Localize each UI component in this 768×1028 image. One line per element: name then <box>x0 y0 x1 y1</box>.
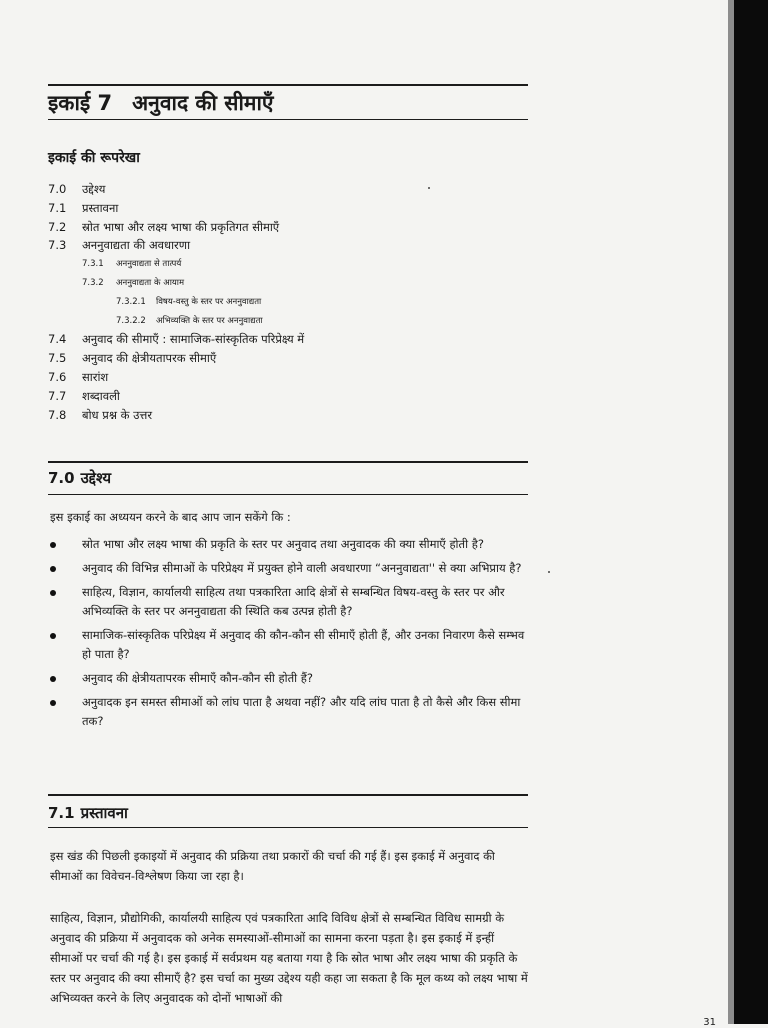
objective-text: अनुवादक इन समस्त सीमाओं को लांघ पाता है अथवा नहीं? और यदि लांघ पाता है तो कैसे और किस सीमा तक? <box>82 695 521 728</box>
objective-item <box>50 693 530 731</box>
objective-item <box>50 559 530 578</box>
outline-item-text: अनुवाद की सीमाएँ : सामाजिक-सांस्कृतिक परिप्रेक्ष्य में <box>82 332 305 347</box>
outline-item <box>48 406 528 425</box>
outline-item-text: अननुवाद्यता से तात्पर्य <box>116 259 182 270</box>
section-71-bottom-rule <box>48 827 528 828</box>
section-71-number: 7.1 <box>48 804 75 822</box>
outline-item-number: 7.3.2 <box>82 277 104 288</box>
outline-item-number: 7.6 <box>48 369 67 384</box>
outline-item-text: अभिव्यक्ति के स्तर पर अननुवाद्यता <box>156 315 263 326</box>
outline-item-text: शब्दावली <box>82 388 120 403</box>
outline-item-text: विषय-वस्तु के स्तर पर अननुवाद्यता <box>156 296 262 307</box>
bullet-icon <box>50 542 56 548</box>
outline-item-text: उद्देश्य <box>82 182 106 196</box>
outline-item <box>48 368 528 387</box>
section-70-intro: इस इकाई का अध्ययन करने के बाद आप जान सकेंगे कि : <box>50 510 291 524</box>
objective-text: अनुवाद की क्षेत्रीयतापरक सीमाएँ कौन-कौन सी होती हैं? <box>82 671 313 685</box>
outline-item <box>48 293 528 312</box>
objective-item <box>50 583 530 621</box>
objective-text: सामाजिक-सांस्कृतिक परिप्रेक्ष्य में अनुवाद की कौन-कौन सी सीमाएँ होती हैं, और उनका निवारण कैसे सम्भव हो पाता है? <box>82 628 525 661</box>
objective-text: स्रोत भाषा और लक्ष्य भाषा की प्रकृति के स्तर पर अनुवाद तथा अनुवादक की क्या सीमाएँ होती है? <box>82 537 484 551</box>
section-70-number: 7.0 <box>48 469 75 487</box>
outline-item-number: 7.3.2.1 <box>116 296 146 307</box>
outline-item <box>48 274 528 293</box>
bullet-icon <box>50 700 56 706</box>
objective-text: साहित्य, विज्ञान, कार्यालयी साहित्य तथा पत्रकारिता आदि क्षेत्रों से सम्बन्धित विषय-वस्तु के स्तर पर और अभिव्यक्ति के स्तर पर अननुवाद्यता की स्थिति कब उत्पन्न होती है? <box>82 585 505 618</box>
objectives-list <box>50 535 530 736</box>
outline-item <box>48 199 528 218</box>
outline-item <box>48 218 528 237</box>
unit-title: अनुवाद की सीमाएँ <box>132 91 274 115</box>
outline-heading: इकाई की रूपरेखा <box>48 150 140 166</box>
section-70-title: उद्देश्य <box>80 469 112 487</box>
objective-item <box>50 535 530 554</box>
outline-item-number: 7.7 <box>48 388 67 403</box>
outline-item-number: 7.3 <box>48 238 67 253</box>
outline-item-number: 7.1 <box>48 200 67 215</box>
outline-item-number: 7.5 <box>48 351 67 366</box>
scan-speck <box>428 187 430 189</box>
outline-item <box>48 330 528 349</box>
bullet-icon <box>50 676 56 682</box>
section-70-bottom-rule <box>48 494 528 495</box>
outline-item-number: 7.2 <box>48 219 67 234</box>
outline-item <box>48 180 528 199</box>
section-71-title: प्रस्तावना <box>80 804 128 822</box>
intro-paragraph-1: इस खंड की पिछली इकाइयों में अनुवाद की प्रक्रिया तथा प्रकारों की चर्चा की गई हैं। इस इकाई में अनुवाद की सीमाओं का विवेचन-विश्लेषण किया जा रहा है। <box>50 849 495 883</box>
scan-edge-border <box>734 0 768 1024</box>
outline-item <box>48 312 528 331</box>
top-rule <box>48 84 528 86</box>
section-71-heading <box>48 803 128 823</box>
scan-speck <box>548 571 550 573</box>
outline-item-text: अनुवाद की क्षेत्रीयतापरक सीमाएँ <box>82 351 217 366</box>
outline-item <box>48 349 528 368</box>
outline-item-text: प्रस्तावना <box>82 200 119 215</box>
objective-item <box>50 626 530 664</box>
outline-list <box>48 180 528 424</box>
outline-item-text: सारांश <box>82 369 109 384</box>
outline-item-number: 7.0 <box>48 182 67 196</box>
section-70-heading <box>48 468 111 488</box>
outline-item-text: अननुवाद्यता की अवधारणा <box>82 238 191 253</box>
outline-item-text: बोध प्रश्न के उत्तर <box>82 407 153 422</box>
outline-item <box>48 387 528 406</box>
section-70-top-rule <box>48 461 528 463</box>
unit-heading <box>48 89 274 117</box>
unit-number: इकाई 7 <box>48 91 113 115</box>
objective-text: अनुवाद की विभिन्न सीमाओं के परिप्रेक्ष्य में प्रयुक्त होने वाली अवधारणा “अननुवाद्यता'' से क्या अभिप्राय है? <box>82 561 522 575</box>
outline-item-number: 7.4 <box>48 332 67 347</box>
outline-item-number: 7.3.2.2 <box>116 315 146 326</box>
page-number: 31 <box>703 1017 716 1028</box>
title-underline <box>48 119 528 120</box>
objective-item <box>50 669 530 688</box>
outline-item-text: स्रोत भाषा और लक्ष्य भाषा की प्रकृतिगत सीमाएँ <box>82 219 280 234</box>
outline-item <box>48 236 528 255</box>
outline-item-number: 7.8 <box>48 407 67 422</box>
outline-item <box>48 255 528 274</box>
outline-item-number: 7.3.1 <box>82 259 104 270</box>
bullet-icon <box>50 566 56 572</box>
intro-paragraph-2: साहित्य, विज्ञान, प्रौद्योगिकी, कार्यालयी साहित्य एवं पत्रकारिता आदि विविध क्षेत्रों से सम्बन्धित विविध सामग्री के अनुवाद की प्रक्रिया में अनुवादक को अनेक समस्याओं-सीमाओं का सामना करना पड़ता है। इस इकाई में इन्हीं सीमाओं पर चर्चा की गई है। इस इकाई में सर्वप्रथम यह बताया गया है कि स्रोत भाषा और लक्ष्य भाषा की प्रकृति के स्तर पर अनुवाद की क्या सीमाएँ है? इस चर्चा का मुख्य उद्देश्य यही कहा जा सकता है कि मूल कथ्य को लक्ष्य भाषा में अभिव्यक्त करने के लिए अनुवादक को दोनों भाषाओं की <box>50 911 528 1005</box>
bullet-icon <box>50 633 56 639</box>
section-71-top-rule <box>48 794 528 796</box>
outline-item-text: अननुवाद्यता के आयाम <box>116 277 185 288</box>
bullet-icon <box>50 590 56 596</box>
